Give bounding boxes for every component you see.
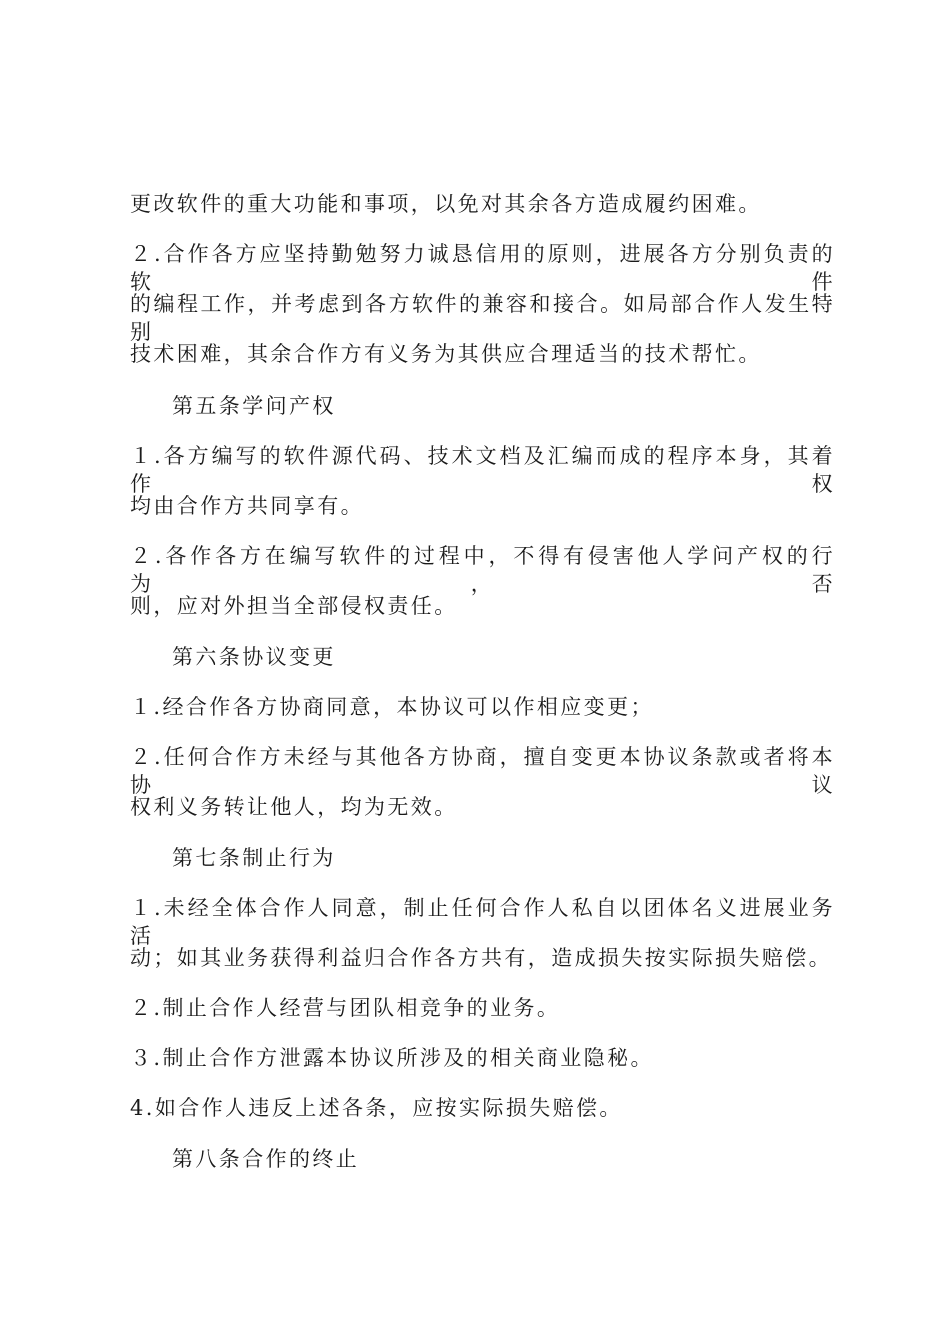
text-line: 均由合作方共同享有。 — [130, 494, 364, 518]
text-line: 4.如合作人违反上述各条，应按实际损失赔偿。 — [130, 1096, 623, 1120]
text-line: ２.任何合作方未经与其他各方协商，擅自变更本协议条款或者将本协议 — [130, 745, 835, 797]
text-line: 的编程工作，并考虑到各方软件的兼容和接合。如局部合作人发生特别 — [130, 292, 835, 344]
text-line: 动；如其业务获得利益归合作各方共有，造成损失按实际损失赔偿。 — [130, 946, 832, 970]
text-line: ２.合作各方应坚持勤勉努力诚恳信用的原则，进展各方分别负责的软件 — [130, 242, 835, 294]
text-line: 技术困难，其余合作方有义务为其供应合理适当的技术帮忙。 — [130, 342, 762, 366]
section-heading: 第八条合作的终止 — [172, 1147, 360, 1171]
text-line: １.各方编写的软件源代码、技术文档及汇编而成的程序本身，其着作权 — [130, 444, 835, 496]
text-line: ２.制止合作人经营与团队相竞争的业务。 — [130, 996, 561, 1020]
text-line: ３.制止合作方泄露本协议所涉及的相关商业隐秘。 — [130, 1046, 654, 1070]
text-line: 更改软件的重大功能和事项，以免对其余各方造成履约困难。 — [130, 192, 762, 216]
text-line: １.经合作各方协商同意，本协议可以作相应变更； — [130, 695, 654, 719]
section-heading: 第七条制止行为 — [172, 846, 336, 870]
text-line: ２.各作各方在编写软件的过程中，不得有侵害他人学问产权的行为，否 — [130, 544, 835, 596]
section-heading: 第六条协议变更 — [172, 645, 336, 669]
section-heading: 第五条学问产权 — [172, 394, 336, 418]
text-line: １.未经全体合作人同意，制止任何合作人私自以团体名义进展业务活 — [130, 896, 835, 948]
text-line: 权利义务转让他人，均为无效。 — [130, 795, 458, 819]
text-line: 则，应对外担当全部侵权责任。 — [130, 594, 458, 618]
